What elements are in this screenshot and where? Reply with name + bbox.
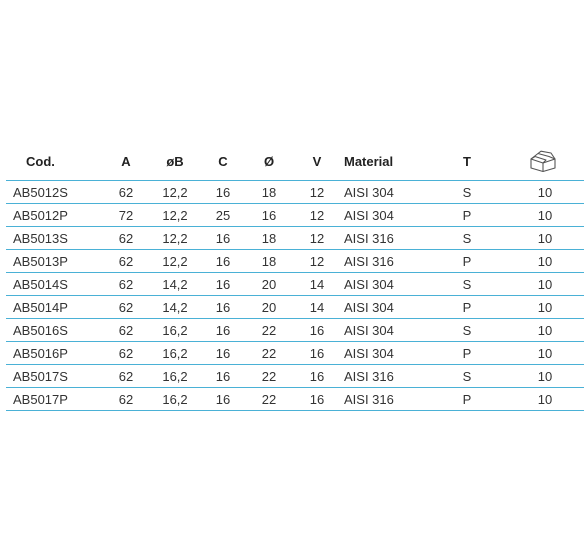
cell-a: 62 [106,319,146,342]
cell-d: 18 [242,227,296,250]
table-row [6,227,584,250]
cell-c: 16 [204,250,242,273]
cell-material: AISI 316 [338,365,442,388]
cell-t: S [442,365,492,388]
cell-qty: 10 [492,388,584,411]
cell-d: 22 [242,319,296,342]
header-v: V [296,146,338,181]
header-row [6,146,584,181]
cell-code: AB5017S [6,365,106,388]
table-body [6,181,584,411]
cell-code: AB5016P [6,342,106,365]
cell-qty: 10 [492,181,584,204]
header-a: A [106,146,146,181]
cell-d: 22 [242,342,296,365]
table-row [6,250,584,273]
cell-qty: 10 [492,204,584,227]
cell-b: 16,2 [146,342,204,365]
cell-b: 14,2 [146,273,204,296]
cell-c: 16 [204,273,242,296]
cell-qty: 10 [492,250,584,273]
cell-a: 62 [106,388,146,411]
cell-qty: 10 [492,319,584,342]
cell-qty: 10 [492,342,584,365]
cell-v: 12 [296,250,338,273]
cell-material: AISI 304 [338,181,442,204]
cell-a: 62 [106,227,146,250]
cell-v: 14 [296,296,338,319]
header-code: Cod. [6,146,106,181]
cell-qty: 10 [492,296,584,319]
cell-b: 14,2 [146,296,204,319]
spec-table [6,146,584,411]
cell-v: 12 [296,227,338,250]
table-header [6,146,584,181]
table-row [6,365,584,388]
cell-v: 12 [296,181,338,204]
cell-b: 12,2 [146,227,204,250]
cell-d: 22 [242,365,296,388]
header-t: T [442,146,492,181]
cell-code: AB5014P [6,296,106,319]
table-row [6,296,584,319]
cell-c: 16 [204,342,242,365]
cell-d: 20 [242,273,296,296]
box-icon-svg [528,150,558,172]
cell-t: S [442,227,492,250]
cell-c: 16 [204,365,242,388]
cell-code: AB5014S [6,273,106,296]
cell-qty: 10 [492,365,584,388]
cell-b: 12,2 [146,204,204,227]
cell-a: 62 [106,342,146,365]
cell-b: 12,2 [146,181,204,204]
cell-code: AB5013S [6,227,106,250]
header-d: Ø [242,146,296,181]
cell-v: 16 [296,365,338,388]
cell-a: 72 [106,204,146,227]
cell-a: 62 [106,365,146,388]
cell-v: 16 [296,319,338,342]
cell-v: 16 [296,388,338,411]
cell-qty: 10 [492,273,584,296]
cell-a: 62 [106,273,146,296]
cell-c: 16 [204,388,242,411]
cell-c: 16 [204,227,242,250]
cell-code: AB5013P [6,250,106,273]
cell-material: AISI 304 [338,296,442,319]
cell-material: AISI 316 [338,227,442,250]
cell-t: P [442,388,492,411]
cell-t: S [442,181,492,204]
table-row [6,181,584,204]
cell-code: AB5017P [6,388,106,411]
cell-code: AB5012P [6,204,106,227]
cell-a: 62 [106,181,146,204]
cell-t: P [442,296,492,319]
cell-t: S [442,319,492,342]
cell-b: 12,2 [146,250,204,273]
header-b: øB [146,146,204,181]
cell-v: 14 [296,273,338,296]
cell-c: 16 [204,181,242,204]
cell-b: 16,2 [146,365,204,388]
cell-c: 16 [204,319,242,342]
cell-material: AISI 304 [338,319,442,342]
cell-material: AISI 304 [338,204,442,227]
cell-d: 20 [242,296,296,319]
table-row [6,273,584,296]
cell-material: AISI 316 [338,250,442,273]
cell-c: 25 [204,204,242,227]
cell-c: 16 [204,296,242,319]
cell-t: S [442,273,492,296]
cell-a: 62 [106,296,146,319]
cell-code: AB5016S [6,319,106,342]
header-c: C [204,146,242,181]
box-icon [492,146,584,181]
cell-d: 18 [242,250,296,273]
cell-material: AISI 316 [338,388,442,411]
cell-t: P [442,250,492,273]
cell-a: 62 [106,250,146,273]
cell-b: 16,2 [146,388,204,411]
header-material: Material [338,146,442,181]
cell-material: AISI 304 [338,273,442,296]
cell-v: 16 [296,342,338,365]
cell-qty: 10 [492,227,584,250]
cell-b: 16,2 [146,319,204,342]
cell-v: 12 [296,204,338,227]
cell-material: AISI 304 [338,342,442,365]
cell-t: P [442,204,492,227]
table-row [6,204,584,227]
table-row [6,319,584,342]
table-row [6,388,584,411]
cell-d: 18 [242,181,296,204]
cell-d: 22 [242,388,296,411]
cell-t: P [442,342,492,365]
table-row [6,342,584,365]
cell-d: 16 [242,204,296,227]
cell-code: AB5012S [6,181,106,204]
